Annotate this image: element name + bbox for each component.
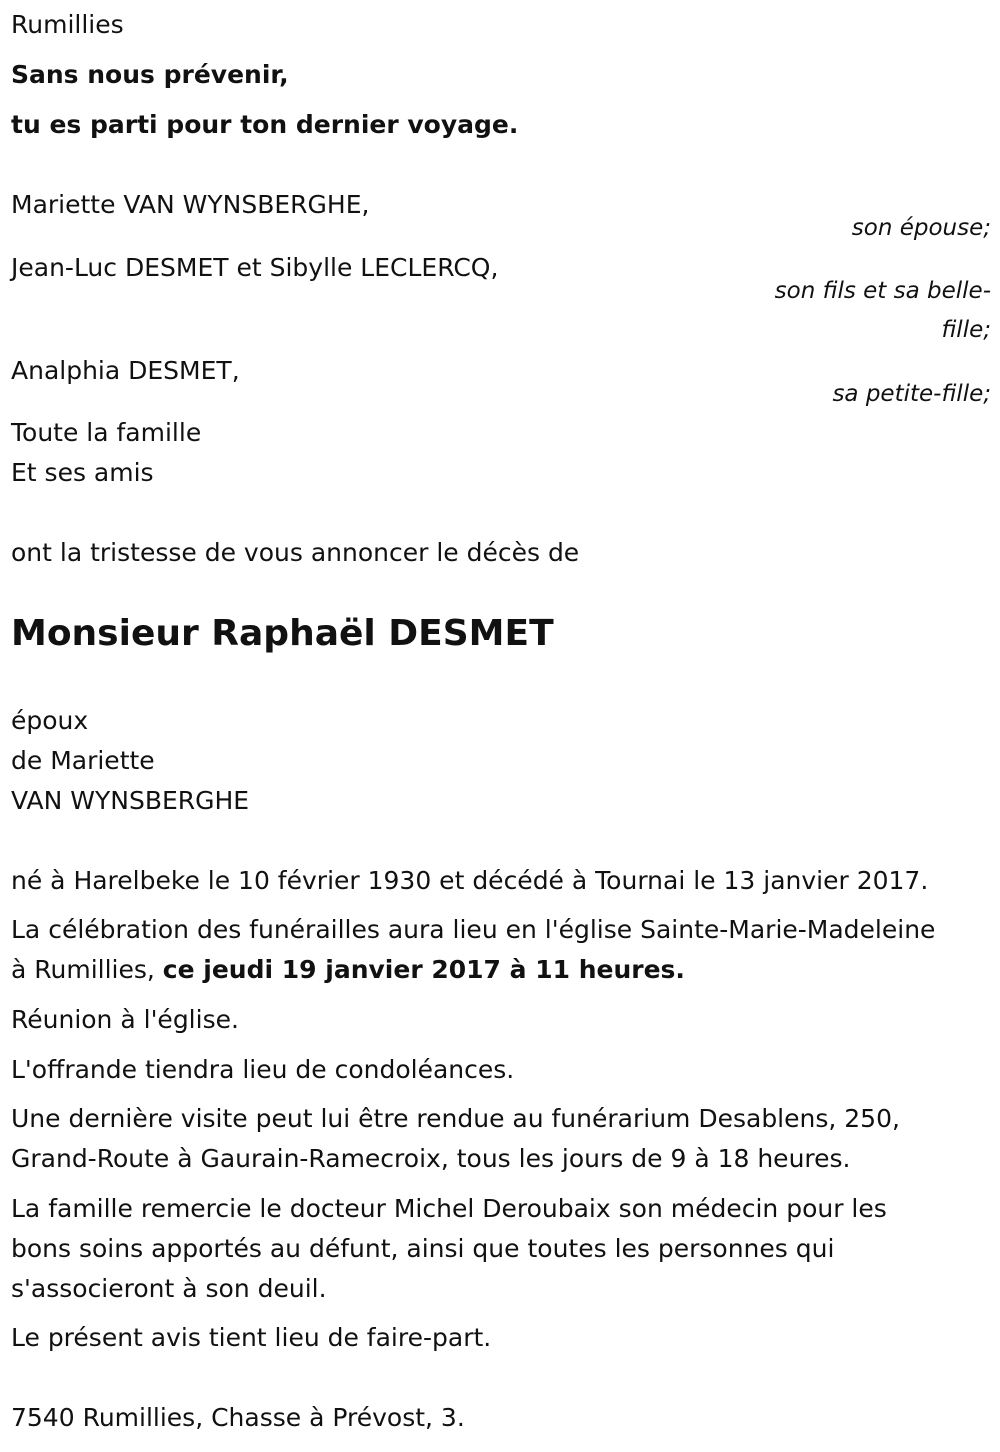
address-text: 7540 Rumillies, Chasse à Prévost, 3. <box>11 1403 465 1432</box>
family-member-relation-continued: fille; <box>941 317 991 343</box>
extended-family-line: Toute la famille <box>11 418 202 447</box>
family-member-name: Analphia DESMET, <box>11 356 240 385</box>
family-member-relation: son fils et sa belle- <box>774 278 991 304</box>
thanks-line-2: bons soins apportés au défunt, ainsi que toutes les personnes qui <box>11 1234 835 1263</box>
funeral-line-1: La célébration des funérailles aura lieu en l'église Sainte-Marie-Madeleine <box>11 915 936 944</box>
family-member-name: Jean-Luc DESMET et Sibylle LECLERCQ, <box>11 253 499 282</box>
offering-text: L'offrande tiendra lieu de condoléances. <box>11 1055 515 1084</box>
thanks-line-3: s'associeront à son deuil. <box>11 1274 327 1303</box>
funeral-location: à Rumillies, <box>11 955 163 984</box>
epigraph-line-2: tu es parti pour ton dernier voyage. <box>11 110 519 139</box>
spouse-line-2: de Mariette <box>11 746 155 775</box>
place-header: Rumillies <box>11 10 124 39</box>
spouse-line-1: époux <box>11 706 89 735</box>
visit-line-2: Grand-Route à Gaurain-Ramecroix, tous les jours de 9 à 18 heures. <box>11 1144 851 1173</box>
announcement-text: ont la tristesse de vous annoncer le décès de <box>11 538 580 567</box>
meeting-text: Réunion à l'église. <box>11 1005 239 1034</box>
family-member-name: Mariette VAN WYNSBERGHE, <box>11 190 370 219</box>
birth-death-text: né à Harelbeke le 10 février 1930 et décédé à Tournai le 13 janvier 2017. <box>11 866 929 895</box>
family-member-relation: sa petite-fille; <box>832 381 991 407</box>
funeral-line-2 <box>11 950 685 990</box>
deceased-name: Monsieur Raphaël DESMET <box>11 613 554 654</box>
visit-line-1: Une dernière visite peut lui être rendue au funérarium Desablens, 250, <box>11 1104 900 1133</box>
notice-text: Le présent avis tient lieu de faire-part. <box>11 1323 492 1352</box>
thanks-line-1: La famille remercie le docteur Michel Deroubaix son médecin pour les <box>11 1194 887 1223</box>
friends-line: Et ses amis <box>11 458 154 487</box>
obituary-page <box>11 0 991 1452</box>
spouse-line-3: VAN WYNSBERGHE <box>11 786 250 815</box>
funeral-date-time: ce jeudi 19 janvier 2017 à 11 heures. <box>162 955 685 984</box>
family-member-relation: son épouse; <box>851 215 991 241</box>
epigraph-line-1: Sans nous prévenir, <box>11 60 289 89</box>
